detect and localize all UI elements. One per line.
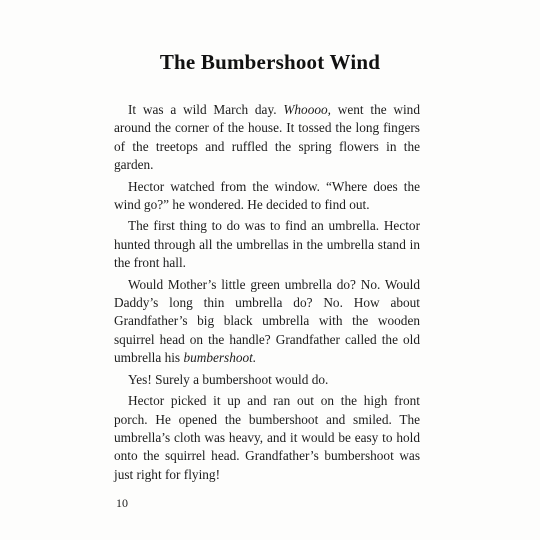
story-body	[114, 101, 420, 484]
paragraph-6	[114, 392, 420, 484]
paragraph-1	[114, 101, 420, 175]
paragraph-text: The first thing to do was to find an umbrella. Hector hunted through all the umbrellas in the umbrella stand in the front hall.	[114, 218, 420, 271]
paragraph-2	[114, 178, 420, 215]
paragraph-text: Hector watched from the window. “Where does the wind go?” he wondered. He decided to find out.	[114, 178, 420, 213]
paragraph-5	[114, 371, 420, 389]
paragraph-text-italic: bumbershoot.	[183, 350, 257, 366]
paragraph-text: It was a wild March day.	[128, 102, 284, 117]
page-number: 10	[116, 496, 128, 510]
paragraph-text: went the wind around the corner of the house. It tossed the long fingers of the treetops and ruffled the spring flowers in the garden.	[114, 102, 420, 173]
paragraph-4	[114, 276, 420, 368]
paragraph-3	[114, 217, 420, 272]
paragraph-text: Hector picked it up and ran out on the high front porch. He opened the bumbershoot and smiled. The umbrella’s cloth was heavy, and it would be easy to hold onto the squirrel head. Grandfather’s bumbershoot was just right for flying!	[114, 393, 420, 482]
paragraph-text-italic: Whoooo,	[283, 102, 331, 117]
paragraph-text: Would Mother’s little green umbrella do? No. Would Daddy’s long thin umbrella do? No. How about Grandfather’s big black umbrella with the wooden squirrel head on the handle? Grandfather called the old umbrella his	[114, 276, 420, 366]
story-title: The Bumbershoot Wind	[159, 50, 381, 74]
paragraph-text: Yes! Surely a bumbershoot would do.	[128, 371, 329, 387]
